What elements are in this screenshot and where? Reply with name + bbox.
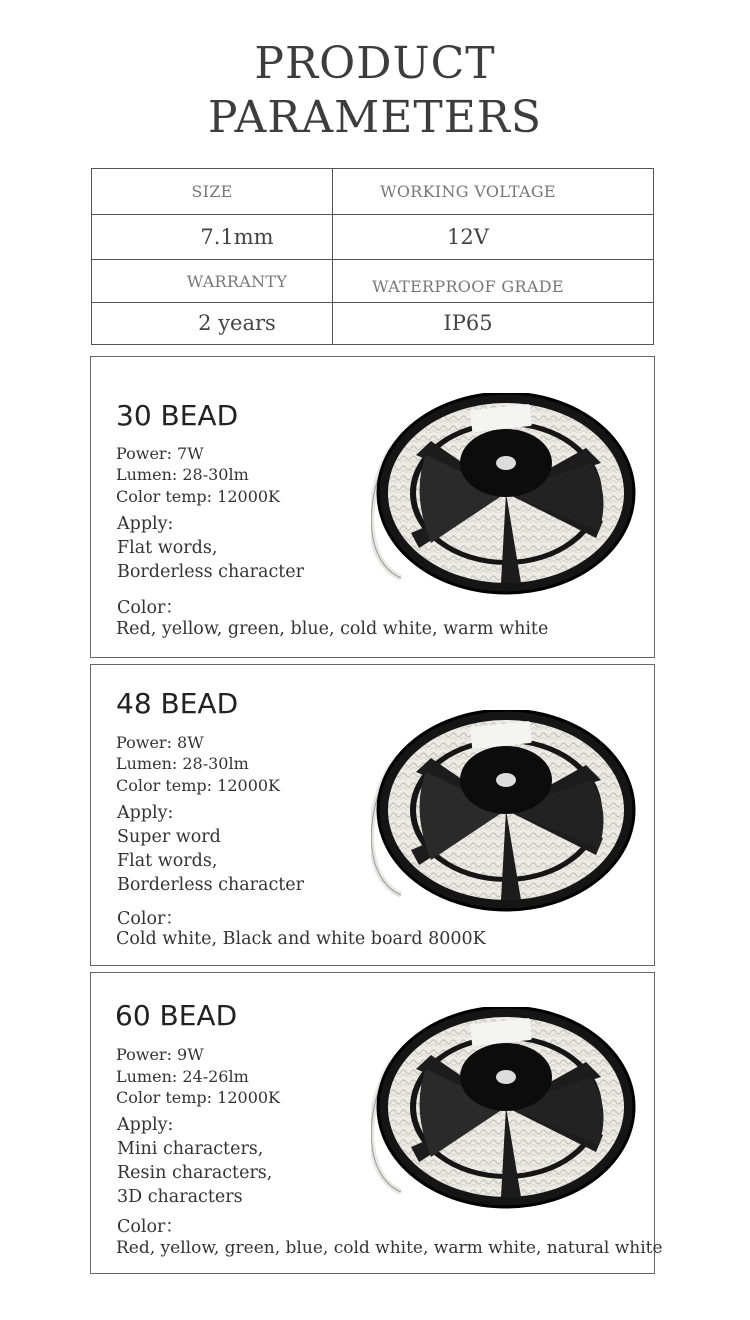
led-strip-reel-image [371, 393, 641, 598]
apply-item: Super word [117, 827, 221, 847]
power-spec: Power: 9W [116, 1045, 204, 1064]
lumen-spec: Lumen: 28-30lm [116, 754, 249, 773]
color-label: Color： [117, 598, 183, 618]
color-temp-spec: Color temp: 12000K [116, 776, 280, 795]
apply-item: Borderless character [117, 875, 305, 895]
page-title-line1: PRODUCT [254, 38, 496, 89]
color-list: Red, yellow, green, blue, cold white, warm white [116, 619, 549, 639]
power-spec: Power: 7W [116, 444, 204, 463]
lumen-spec: Lumen: 24-26lm [116, 1067, 249, 1086]
apply-item: Borderless character [117, 562, 305, 582]
apply-label: Apply: [117, 514, 174, 534]
parameters-table [91, 168, 654, 345]
page-title-line2: PARAMETERS [207, 92, 543, 143]
color-temp-spec: Color temp: 12000K [116, 487, 280, 506]
size-label: SIZE [191, 182, 233, 201]
voltage-label: WORKING VOLTAGE [380, 182, 556, 201]
color-label: Color： [117, 1217, 183, 1237]
product-card-60-bead [90, 972, 663, 1274]
apply-item: Mini characters, [117, 1139, 264, 1159]
product-title: 30 BEAD [116, 399, 239, 432]
product-card-48-bead [90, 664, 655, 966]
waterproof-value: IP65 [443, 311, 493, 335]
product-title: 60 BEAD [115, 999, 238, 1032]
voltage-value: 12V [447, 225, 489, 249]
lumen-spec: Lumen: 28-30lm [116, 465, 249, 484]
apply-label: Apply: [117, 803, 174, 823]
power-spec: Power: 8W [116, 733, 204, 752]
apply-label: Apply: [117, 1115, 174, 1135]
color-temp-spec: Color temp: 12000K [116, 1088, 280, 1107]
color-label: Color： [117, 909, 183, 929]
apply-item: Resin characters, [117, 1163, 273, 1183]
warranty-value: 2 years [198, 311, 276, 335]
color-list: Red, yellow, green, blue, cold white, warm white, natural white [116, 1238, 663, 1258]
color-list: Cold white, Black and white board 8000K [116, 929, 486, 949]
product-title: 48 BEAD [116, 687, 239, 720]
waterproof-label: WATERPROOF GRADE [372, 276, 564, 296]
warranty-label: WARRANTY [186, 271, 288, 291]
led-strip-reel-image [371, 1007, 641, 1212]
apply-item: Flat words, [117, 538, 218, 558]
product-card-30-bead [90, 356, 655, 658]
apply-item: Flat words, [117, 851, 218, 871]
led-strip-reel-image [371, 710, 641, 915]
size-value: 7.1mm [200, 225, 274, 249]
apply-item: 3D characters [117, 1187, 243, 1207]
